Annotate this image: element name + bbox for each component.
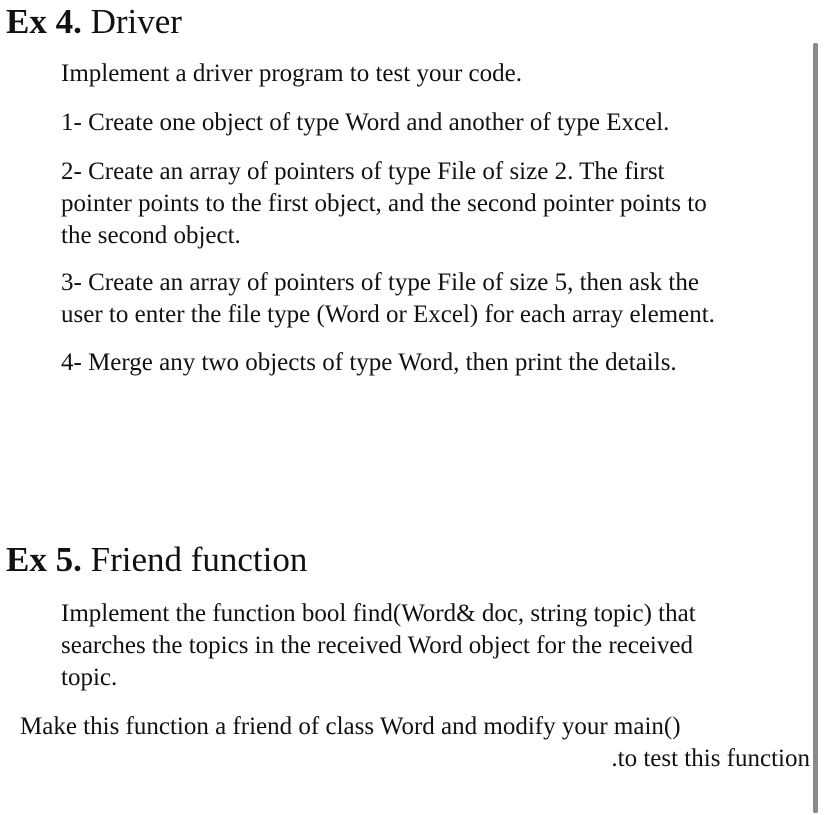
- ex5-note-line-2: .to test this function: [611, 745, 810, 772]
- ex5-note-line-1: Make this function a friend of class Word and modify your main(): [20, 713, 681, 740]
- ex4-step-4: 4- Merge any two objects of type Word, then print the details.: [61, 349, 677, 376]
- ex5-heading: [6, 540, 307, 580]
- ex4-step-2-line-1: 2- Create an array of pointers of type File of size 2. The first: [61, 158, 665, 185]
- ex4-step-3-line-1: 3- Create an array of pointers of type File of size 5, then ask the: [61, 269, 699, 296]
- ex4-number: Ex 4.: [6, 2, 82, 41]
- ex5-body-line-3: topic.: [61, 664, 118, 691]
- ex5-body-line-2: searches the topics in the received Word object for the received: [61, 632, 693, 659]
- ex5-body-line-1: Implement the function bool find(Word& doc, string topic) that: [61, 600, 696, 627]
- ex5-title: Friend function: [90, 540, 308, 579]
- ex4-step-2-line-3: the second object.: [61, 222, 241, 249]
- ex4-step-1: 1- Create one object of type Word and another of type Excel.: [61, 109, 670, 136]
- ex4-heading: [6, 2, 182, 42]
- ex4-intro: Implement a driver program to test your code.: [61, 60, 522, 87]
- ex4-step-2-line-2: pointer points to the first object, and the second pointer points to: [61, 190, 707, 217]
- vertical-scrollbar[interactable]: [813, 43, 818, 813]
- ex5-number: Ex 5.: [6, 540, 82, 579]
- ex4-title: Driver: [90, 2, 182, 41]
- ex4-step-3-line-2: user to enter the file type (Word or Excel) for each array element.: [61, 301, 715, 328]
